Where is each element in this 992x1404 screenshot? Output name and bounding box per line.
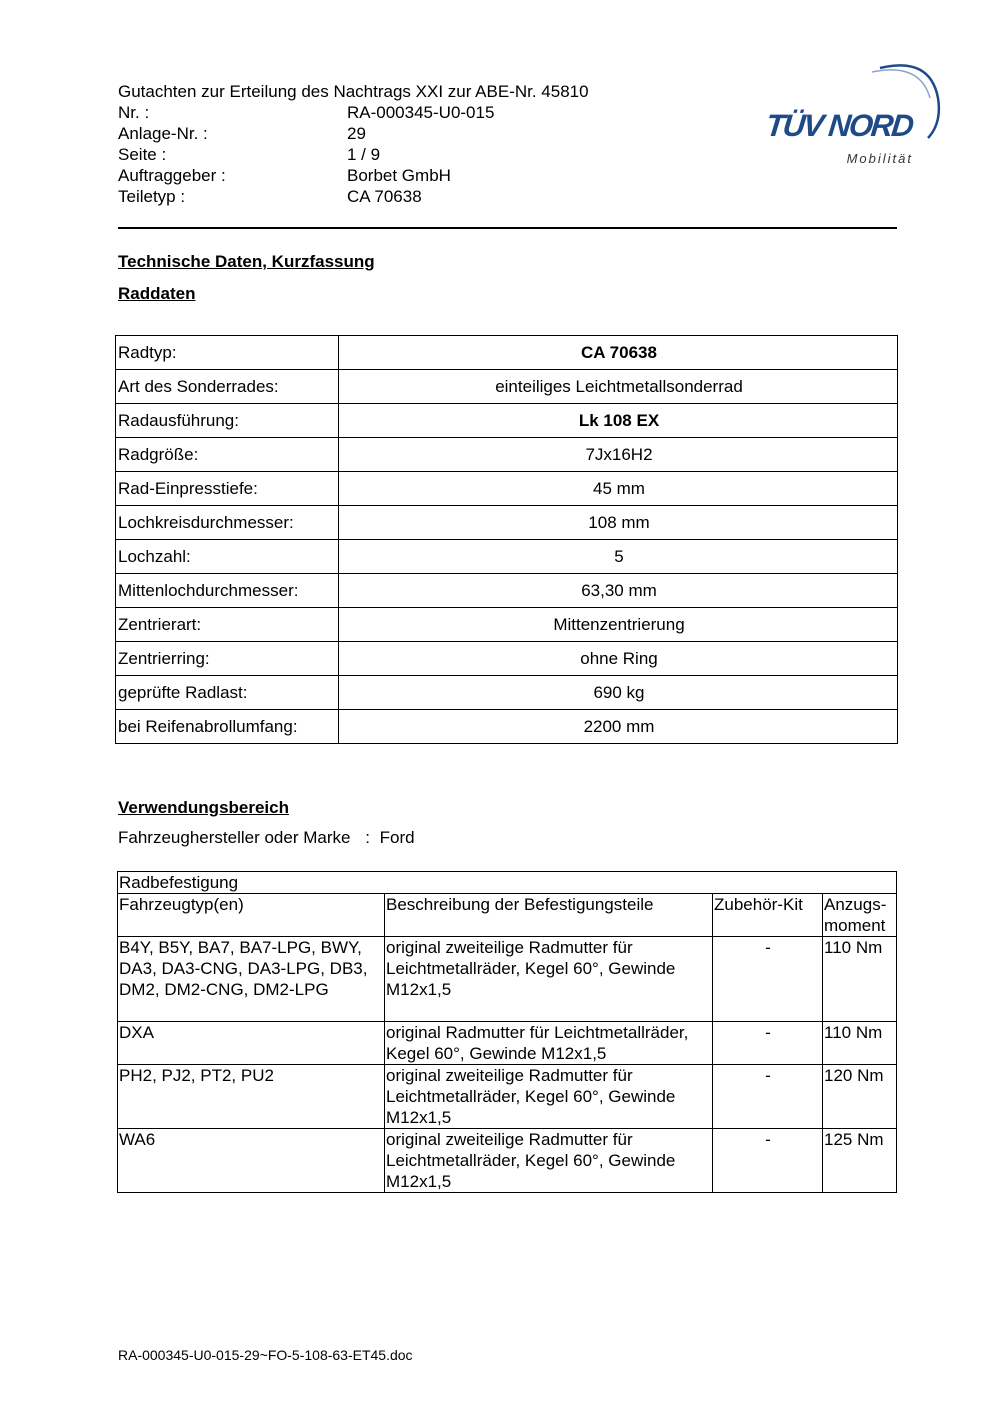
cell-value: 2200 mm [339, 710, 898, 744]
cell-kit: - [713, 1022, 823, 1065]
header-value: Borbet GmbH [347, 166, 451, 185]
befestigung-table [117, 871, 897, 1193]
header-value: CA 70638 [347, 187, 422, 206]
cell-kit: - [713, 937, 823, 1022]
table-row [118, 1022, 897, 1065]
column-header: Beschreibung der Befestigungsteile [385, 894, 713, 937]
cell-label: Zentrierart: [116, 608, 339, 642]
usage-separator: : [365, 828, 370, 847]
cell-value: Mittenzentrierung [339, 608, 898, 642]
cell-desc: original zweiteilige Radmutter für Leichtmetallräder, Kegel 60°, Gewinde M12x1,5 [385, 1129, 713, 1193]
cell-value: einteiliges Leichtmetallsonderrad [339, 370, 898, 404]
cell-label: Art des Sonderrades: [116, 370, 339, 404]
table-row [116, 710, 898, 744]
cell-value: 63,30 mm [339, 574, 898, 608]
header-value: 29 [347, 124, 366, 143]
cell-value: 5 [339, 540, 898, 574]
logo-subtitle: Mobilität [846, 151, 913, 166]
cell-torque: 110 Nm [823, 937, 897, 1022]
cell-kit: - [713, 1129, 823, 1193]
cell-types: DXA [118, 1022, 385, 1065]
cell-value: CA 70638 [339, 336, 898, 370]
table-row [116, 472, 898, 506]
tuv-nord-logo [760, 58, 945, 173]
document-title: Gutachten zur Erteilung des Nachtrags XXI zur ABE-Nr. 45810 [118, 82, 589, 101]
table-row [116, 336, 898, 370]
table-title-row [118, 872, 897, 894]
header-row-teiletyp [118, 186, 589, 207]
header-label: Nr. : [118, 103, 150, 122]
raddaten-table [115, 335, 898, 744]
column-header-line: moment [824, 916, 886, 935]
cell-value: 7Jx16H2 [339, 438, 898, 472]
table-row [116, 642, 898, 676]
cell-desc: original Radmutter für Leichtmetallräder, Kegel 60°, Gewinde M12x1,5 [385, 1022, 713, 1065]
cell-label: Radausführung: [116, 404, 339, 438]
header-label: Teiletyp : [118, 187, 186, 206]
document-header [118, 81, 589, 207]
header-value: 1 / 9 [347, 145, 381, 164]
table-row [116, 506, 898, 540]
table-row [118, 1065, 897, 1129]
cell-types: WA6 [118, 1129, 385, 1193]
cell-value: 45 mm [339, 472, 898, 506]
column-header: Fahrzeugtyp(en) [118, 894, 385, 937]
cell-label: Lochzahl: [116, 540, 339, 574]
footer-filename: RA-000345-U0-015-29~FO-5-108-63-ET45.doc [118, 1347, 413, 1363]
cell-desc: original zweiteilige Radmutter für Leichtmetallräder, Kegel 60°, Gewinde M12x1,5 [385, 937, 713, 1022]
logo-text: TÜV NORD [764, 108, 914, 143]
column-header-line: Anzugs- [824, 895, 887, 914]
table-row [116, 438, 898, 472]
usage-line [118, 828, 415, 848]
table-row [116, 608, 898, 642]
header-row-anlage [118, 123, 589, 144]
header-value: RA-000345-U0-015 [347, 103, 495, 122]
cell-types: PH2, PJ2, PT2, PU2 [118, 1065, 385, 1129]
cell-value: Lk 108 EX [339, 404, 898, 438]
table-row [116, 540, 898, 574]
table-row [116, 370, 898, 404]
table-row [116, 404, 898, 438]
section-heading-raddaten: Raddaten [118, 284, 196, 303]
cell-value: 690 kg [339, 676, 898, 710]
usage-label: Fahrzeughersteller oder Marke [118, 828, 351, 847]
cell-label: Rad-Einpresstiefe: [116, 472, 339, 506]
header-label: Anlage-Nr. : [118, 124, 208, 143]
table-row [116, 676, 898, 710]
header-divider [118, 227, 897, 229]
cell-label: Radtyp: [116, 336, 339, 370]
cell-label: Radgröße: [116, 438, 339, 472]
table-title: Radbefestigung [118, 872, 897, 894]
cell-torque: 110 Nm [823, 1022, 897, 1065]
table-row [118, 937, 897, 1022]
column-header: Zubehör-Kit [713, 894, 823, 937]
section-heading-tech: Technische Daten, Kurzfassung [118, 252, 375, 271]
header-label: Auftraggeber : [118, 166, 226, 185]
cell-types: B4Y, B5Y, BA7, BA7-LPG, BWY, DA3, DA3-CNG, DA3-LPG, DB3, DM2, DM2-CNG, DM2-LPG [118, 937, 385, 1022]
header-row-seite [118, 144, 589, 165]
cell-kit: - [713, 1065, 823, 1129]
table-header-row [118, 894, 897, 937]
cell-label: geprüfte Radlast: [116, 676, 339, 710]
cell-label: Lochkreisdurchmesser: [116, 506, 339, 540]
cell-torque: 120 Nm [823, 1065, 897, 1129]
usage-value: Ford [379, 828, 415, 847]
cell-value: 108 mm [339, 506, 898, 540]
cell-torque: 125 Nm [823, 1129, 897, 1193]
header-row-auftraggeber [118, 165, 589, 186]
table-row [116, 574, 898, 608]
column-header [823, 894, 897, 937]
cell-desc: original zweiteilige Radmutter für Leichtmetallräder, Kegel 60°, Gewinde M12x1,5 [385, 1065, 713, 1129]
header-row-nr [118, 102, 589, 123]
header-label: Seite : [118, 145, 167, 164]
cell-label: bei Reifenabrollumfang: [116, 710, 339, 744]
cell-label: Zentrierring: [116, 642, 339, 676]
cell-value: ohne Ring [339, 642, 898, 676]
section-heading-verwendung: Verwendungsbereich [118, 798, 289, 817]
table-row [118, 1129, 897, 1193]
cell-label: Mittenlochdurchmesser: [116, 574, 339, 608]
